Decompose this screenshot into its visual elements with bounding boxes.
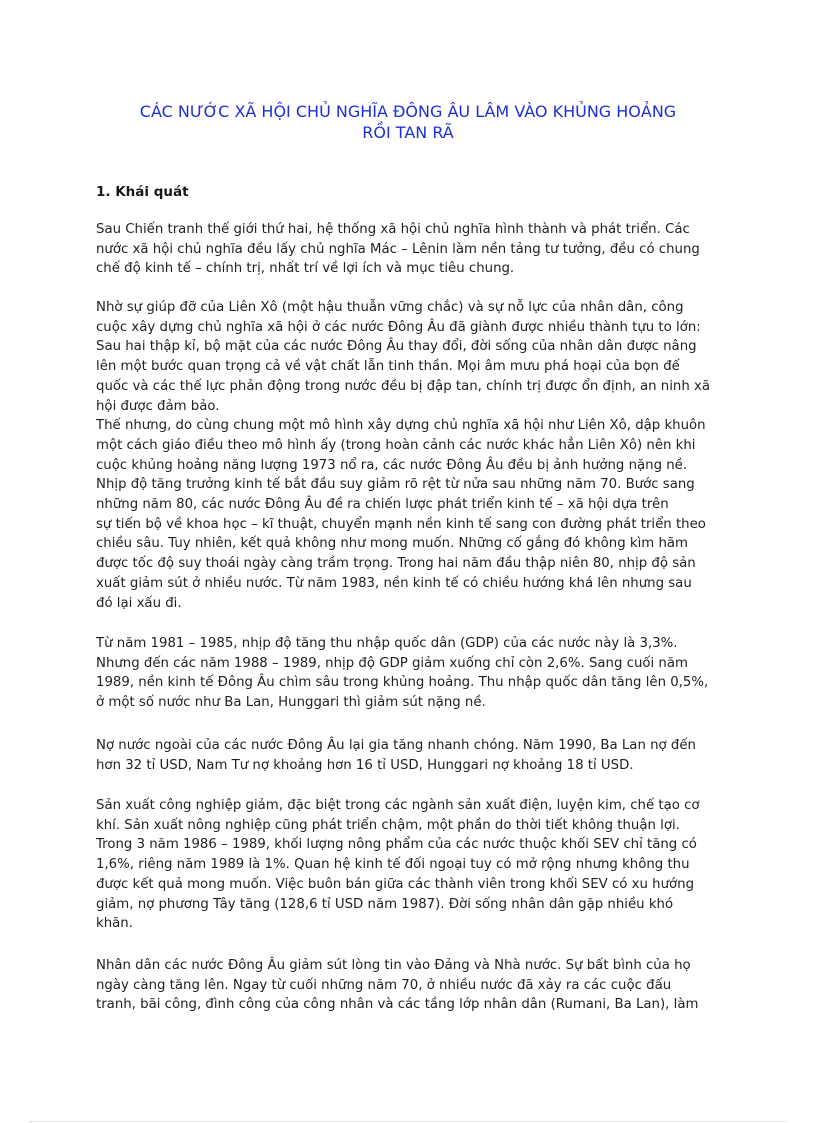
paragraph-1 — [96, 220, 722, 279]
paragraph-line: hơn 32 tỉ USD, Nam Tư nợ khoảng hơn 16 tỉ USD, Hunggari nợ khoảng 18 tỉ USD. — [96, 757, 634, 773]
paragraph-line: hội được đảm bảo. — [96, 398, 220, 414]
paragraph-2 — [96, 298, 722, 613]
paragraph-3 — [96, 634, 722, 713]
paragraph-line: chế độ kinh tế – chính trị, nhất trí về lợi ích và mục tiêu chung. — [96, 261, 515, 277]
title-line-2: RỒI TAN RÃ — [362, 123, 454, 142]
paragraph-line: cuộc xây dựng chủ nghĩa xã hội ở các nước Đông Âu đã giành được nhiều thành tựu to lớn: — [96, 319, 701, 335]
paragraph-line: Sau Chiến tranh thế giới thứ hai, hệ thống xã hội chủ nghĩa hình thành và phát triển. Các — [96, 222, 690, 237]
paragraph-line: quốc và các thế lực phản động trong nước đều bị đập tan, chính trị được ổn định, an ninh xã — [96, 378, 711, 394]
paragraph-line: Nhờ sự giúp đỡ của Liên Xô (một hậu thuẫn vững chắc) và sự nỗ lực của nhân dân, công — [96, 300, 684, 315]
paragraph-line: ở một số nước như Ba Lan, Hunggari thì giảm sút nặng nề. — [96, 695, 486, 711]
paragraph-line: đó lại xấu đi. — [96, 595, 182, 611]
paragraph-line: nước xã hội chủ nghĩa đều lấy chủ nghĩa Mác – Lênin làm nền tảng tư tưởng, đều có chung — [96, 241, 700, 257]
section-heading: 1. Khái quát — [96, 184, 189, 200]
paragraph-line: Nhân dân các nước Đông Âu giảm sút lòng tin vào Đảng và Nhà nước. Sự bất bình của họ — [96, 958, 691, 973]
paragraph-line: Thế nhưng, do cùng chung một mô hình xây dựng chủ nghĩa xã hội như Liên Xô, dập khuôn — [96, 418, 706, 434]
paragraph-line: 1989, nền kinh tế Đông Âu chìm sâu trong khủng hoảng. Thu nhập quốc dân tăng lên 0,5%, — [96, 675, 709, 691]
paragraph-line: Sau hai thập kỉ, bộ mặt của các nước Đông Âu thay đổi, đời sống của nhân dân được nâng — [96, 339, 697, 355]
paragraph-line: những năm 80, các nước Đông Âu đề ra chiến lược phát triển kinh tế – xã hội dựa trên — [96, 497, 669, 513]
paragraph-line: Sản xuất công nghiệp giảm, đặc biệt trong các ngành sản xuất điện, luyện kim, chế tạo cơ — [96, 798, 700, 813]
paragraph-5 — [96, 796, 722, 934]
paragraph-line: sự tiến bộ về khoa học – kĩ thuật, chuyển mạnh nền kinh tế sang con đường phát triển theo — [96, 516, 706, 532]
paragraph-line: cuộc khủng hoảng năng lượng 1973 nổ ra, các nước Đông Âu đều bị ảnh hưởng nặng nề. — [96, 457, 688, 473]
paragraph-line: được tốc độ suy thoái ngày càng trầm trọng. Trong hai năm đầu thập niên 80, nhịp độ sản — [96, 556, 696, 572]
paragraph-6 — [96, 956, 722, 1015]
title-line-1: CÁC NƯỚC XÃ HỘI CHỦ NGHĨA ĐÔNG ÂU LÂM VÀO KHỦNG HOẢNG — [139, 102, 677, 121]
paragraph-line: một cách giáo điều theo mô hình ấy (trong hoàn cảnh các nước khác hẳn Liên Xô) nên khi — [96, 437, 696, 453]
paragraph-4 — [96, 736, 722, 775]
paragraph-line: Nhưng đến các năm 1988 – 1989, nhịp độ GDP giảm xuống chỉ còn 2,6%. Sang cuối năm — [96, 655, 688, 671]
paragraph-line: 1,6%, riêng năm 1989 là 1%. Quan hệ kinh tế đối ngoại tuy có mở rộng nhưng không thu — [96, 857, 690, 873]
paragraph-line: xuất giảm sút ở nhiều nước. Từ năm 1983, nền kinh tế có chiều hướng khá lên nhưng sau — [96, 575, 692, 591]
paragraph-line: Nhịp độ tăng trưởng kinh tế bắt đầu suy giảm rõ rệt từ nửa sau những năm 70. Bước sang — [96, 477, 695, 493]
paragraph-line: khăn. — [96, 916, 133, 932]
paragraph-line: Nợ nước ngoài của các nước Đông Âu lại gia tăng nhanh chóng. Năm 1990, Ba Lan nợ đến — [96, 738, 696, 753]
paragraph-line: tranh, bãi công, đình công của công nhân và các tầng lớp nhân dân (Rumani, Ba Lan), làm — [96, 997, 699, 1013]
page-bottom-divider — [30, 1121, 786, 1122]
paragraph-line: lên một bước quan trọng cả về vật chất lẫn tinh thần. Mọi âm mưu phá hoại của bọn đế — [96, 359, 680, 375]
paragraph-line: giảm, nợ phương Tây tăng (128,6 tỉ USD năm 1987). Đời sống nhân dân gặp nhiều khó — [96, 896, 674, 912]
paragraph-line: chiều sâu. Tuy nhiên, kết quả không như mong muốn. Những cố gắng đó không kìm hãm — [96, 536, 688, 552]
paragraph-line: Trong 3 năm 1986 – 1989, khối lượng nông phẩm của các nước thuộc khối SEV chỉ tăng có — [96, 837, 697, 853]
paragraph-line: khí. Sản xuất nông nghiệp cũng phát triển chậm, một phần do thời tiết không thuận lợi. — [96, 817, 680, 833]
document-title — [60, 101, 756, 143]
paragraph-line: được kết quả mong muốn. Việc buôn bán giữa các thành viên trong khối SEV có xu hướng — [96, 876, 695, 892]
paragraph-line: Từ năm 1981 – 1985, nhịp độ tăng thu nhập quốc dân (GDP) của các nước này là 3,3%. — [96, 636, 678, 651]
paragraph-line: ngày càng tăng lên. Ngay từ cuối những năm 70, ở nhiều nước đã xảy ra các cuộc đấu — [96, 977, 672, 993]
